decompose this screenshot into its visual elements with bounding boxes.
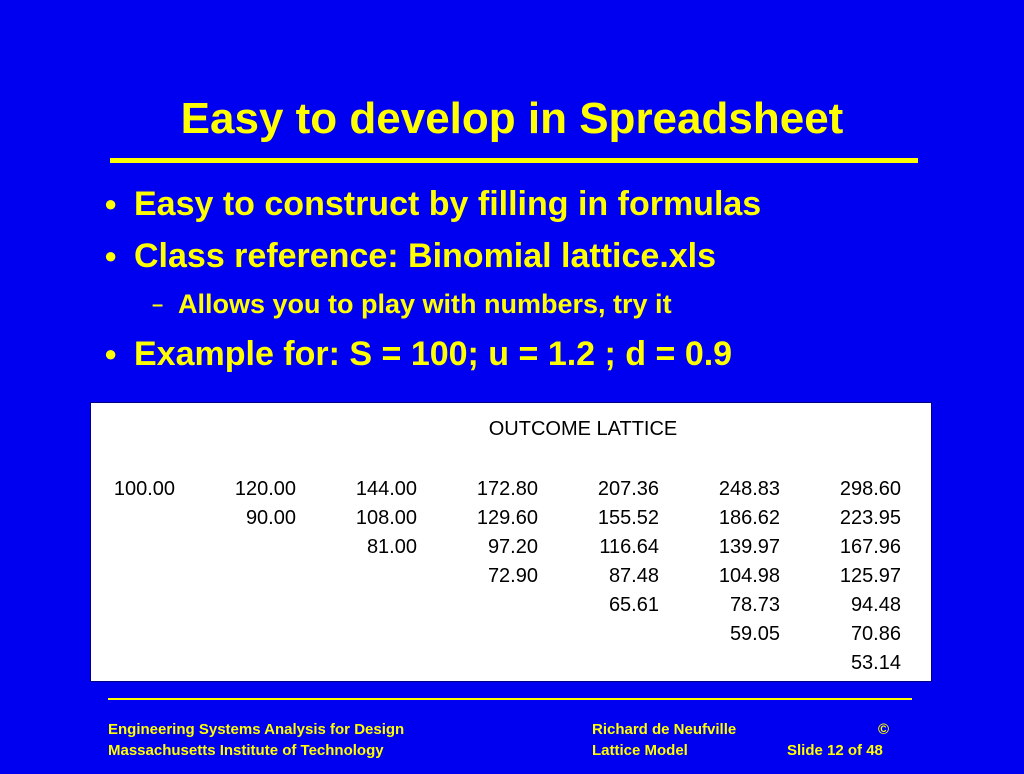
table-cell: 97.20 xyxy=(487,536,538,558)
footer-author: Richard de Neufville xyxy=(592,721,737,738)
table-cell: 87.48 xyxy=(608,565,659,587)
bullet-text: Example for: S = 100; u = 1.2 ; d = 0.9 xyxy=(134,335,733,373)
table-cell: 207.36 xyxy=(597,478,659,500)
table-row xyxy=(91,504,931,533)
table-cell: 172.80 xyxy=(476,478,538,500)
table-cell: 53.14 xyxy=(850,652,901,674)
table-cell: 248.83 xyxy=(718,478,780,500)
bullet-item xyxy=(104,236,716,276)
slide-title: Easy to develop in Spreadsheet xyxy=(180,94,844,143)
table-cell: 144.00 xyxy=(355,478,417,500)
table-cell: 65.61 xyxy=(608,594,659,616)
table-row xyxy=(91,591,931,620)
table-cell: 78.73 xyxy=(729,594,780,616)
bullet-item xyxy=(104,184,761,224)
table-cell: 108.00 xyxy=(355,507,417,529)
table-cell: 186.62 xyxy=(718,507,780,529)
table-row xyxy=(91,562,931,591)
title-underline xyxy=(110,158,918,163)
table-cell: 70.86 xyxy=(850,623,901,645)
table-row xyxy=(91,533,931,562)
table-row xyxy=(91,475,931,504)
table-cell: 81.00 xyxy=(366,536,417,558)
table-cell: 139.97 xyxy=(718,536,780,558)
sub-bullet-text: Allows you to play with numbers, try it xyxy=(178,289,672,319)
table-cell: 155.52 xyxy=(597,507,659,529)
bullet-dot-icon: ● xyxy=(104,341,118,366)
bullet-dot-icon: ● xyxy=(104,191,118,216)
footer-course: Engineering Systems Analysis for Design xyxy=(108,721,405,738)
table-cell: 116.64 xyxy=(599,536,659,558)
table-row xyxy=(91,649,931,678)
bullet-dot-icon: ● xyxy=(104,243,118,268)
table-cell: 104.98 xyxy=(718,565,780,587)
table-cell: 223.95 xyxy=(839,507,901,529)
bullet-item xyxy=(104,334,732,374)
table-cell: 72.90 xyxy=(487,565,538,587)
footer-divider xyxy=(108,698,912,700)
table-cell: 94.48 xyxy=(850,594,901,616)
table-title: OUTCOME LATTICE xyxy=(488,418,678,440)
footer-topic: Lattice Model xyxy=(592,742,688,759)
table-cell: 90.00 xyxy=(245,507,296,529)
dash-icon: – xyxy=(152,294,164,316)
bullet-text: Class reference: Binomial lattice.xls xyxy=(134,237,717,275)
table-cell: 129.60 xyxy=(476,507,538,529)
bullet-text: Easy to construct by filling in formulas xyxy=(134,185,762,223)
table-cell: 100.00 xyxy=(113,478,175,500)
table-cell: 298.60 xyxy=(839,478,901,500)
footer-institution: Massachusetts Institute of Technology xyxy=(108,742,384,759)
table-cell: 59.05 xyxy=(729,623,780,645)
sub-bullet-item xyxy=(152,287,672,322)
footer-slide-number: Slide 12 of 48 xyxy=(787,742,883,759)
table-row xyxy=(91,620,931,649)
footer-copyright: © xyxy=(878,721,890,738)
table-cell: 125.97 xyxy=(839,565,901,587)
outcome-lattice-table xyxy=(90,402,932,682)
table-cell: 120.00 xyxy=(234,478,296,500)
table-cell: 167.96 xyxy=(839,536,901,558)
